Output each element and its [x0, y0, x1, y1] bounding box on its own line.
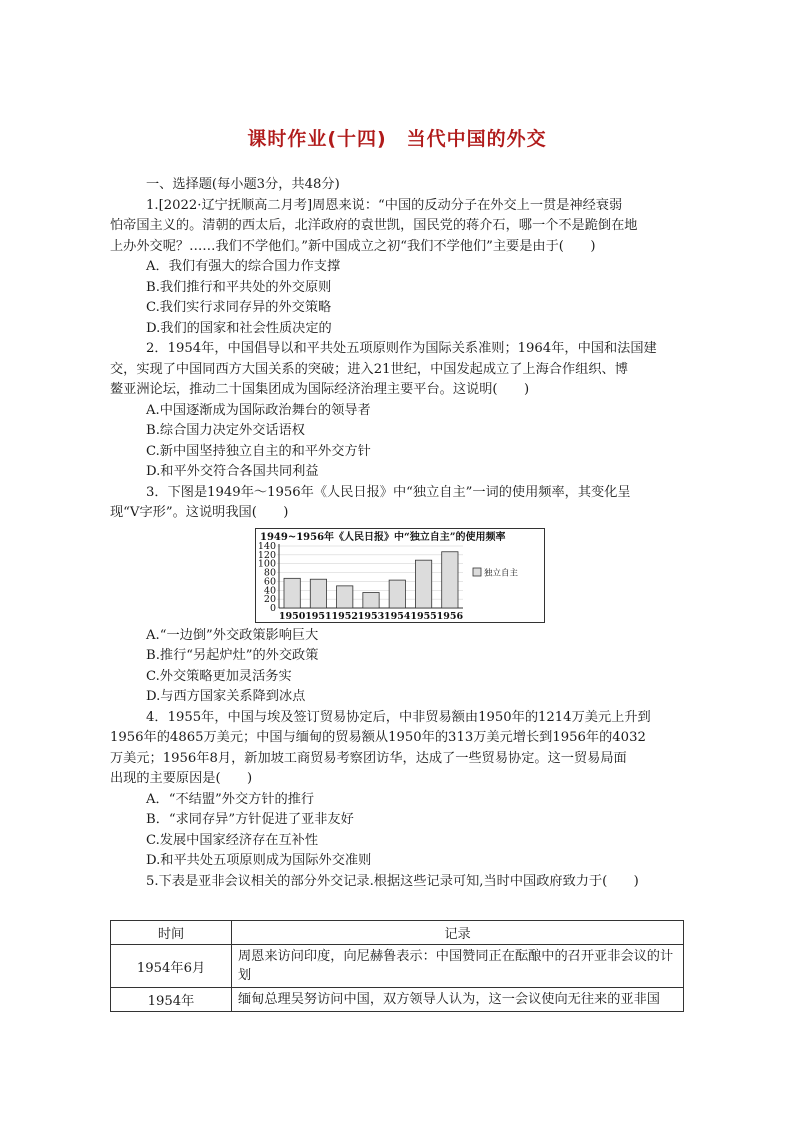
usage-frequency-chart: [255, 528, 545, 623]
y-tick-label: 0: [269, 602, 276, 614]
x-tick-label: 1954: [384, 610, 411, 622]
q3-option-a: A.“一边倒”外交政策影响巨大: [146, 627, 319, 643]
q4-option-c: C.发展中国家经济存在互补性: [146, 832, 319, 848]
table-cell-record: 缅甸总理吴努访问中国，双方领导人认为，这一会议使向无往来的亚非国: [232, 988, 684, 1012]
section-heading: 一、选择题(每小题3分，共48分): [146, 177, 340, 192]
table-header-time: 时间: [111, 921, 232, 945]
q1-option-b: B.我们推行和平共处的外交原则: [146, 279, 332, 295]
bar: [442, 551, 458, 607]
bar: [284, 578, 300, 608]
x-tick-label: 1950: [278, 610, 306, 622]
q3-line: 现“V字形”。这说明我国( ): [110, 505, 289, 520]
chart-container: [110, 528, 684, 623]
q1-line: 上办外交呢？……我们不学他们。”新中国成立之初“我们不学他们”主要是由于( ): [110, 238, 596, 254]
x-tick-label: 1955: [410, 610, 437, 622]
q2-option-d: D.和平外交符合各国共同利益: [146, 464, 319, 479]
q2-line: 2．1954年，中国倡导以和平共处五项原则作为国际关系准则；1964年，中国和法国建: [146, 341, 657, 356]
q4-line: 万美元；1956年8月，新加坡工商贸易考察团访华，达成了一些贸易协定。这一贸易局面: [110, 750, 627, 766]
q4-line: 出现的主要原因是( ): [110, 771, 253, 786]
q4-line: 4．1955年，中国与埃及签订贸易协定后，中非贸易额由1950年的1214万美元上升到: [146, 709, 651, 725]
y-tick-label: 60: [263, 575, 276, 587]
q5-line: 5.下表是亚非会议相关的部分外交记录.根据这些记录可知,当时中国政府致力于( ): [146, 873, 639, 889]
q4-option-a: A．“不结盟”外交方针的推行: [146, 791, 315, 807]
records-table: [110, 920, 684, 1012]
bar: [415, 560, 431, 608]
y-tick-label: 120: [257, 549, 276, 561]
q3-line: 3．下图是1949年～1956年《人民日报》中“独立自主”一词的使用频率，其变化呈: [146, 484, 631, 500]
q1-line: 1.[2022·辽宁抚顺高二月考]周恩来说：“中国的反动分子在外交上一贯是神经衰弱: [146, 197, 623, 213]
q4-option-d: D.和平共处五项原则成为国际外交准则: [146, 853, 372, 868]
q2-line: 交，实现了中国同西方大国关系的突破；进入21世纪，中国发起成立了上海合作组织、博: [110, 361, 628, 377]
x-tick-label: 1956: [436, 610, 464, 622]
bar: [310, 579, 326, 608]
q1-option-a: A．我们有强大的综合国力作支撑: [146, 259, 341, 274]
table-row: [111, 988, 684, 1012]
y-tick-label: 100: [257, 558, 276, 570]
x-tick-label: 1952: [331, 610, 358, 622]
table-cell-record: 周恩来访问印度，向尼赫鲁表示：中国赞同正在酝酿中的召开亚非会议的计划: [232, 945, 684, 988]
q1-option-c: C.我们实行求同存异的外交策略: [146, 300, 332, 315]
y-tick-label: 40: [263, 584, 276, 596]
q1-line: 怕帝国主义的。清朝的西太后，北洋政府的袁世凯，国民党的蒋介石，哪一个不是跪倒在地: [110, 218, 638, 233]
x-tick-label: 1953: [357, 610, 385, 622]
chart-title: 1949~1956年《人民日报》中“独立自主”的使用频率: [260, 531, 506, 543]
bar: [363, 592, 379, 608]
q2-option-b: B.综合国力决定外交话语权: [146, 423, 305, 438]
x-tick-label: 1951: [305, 610, 332, 622]
table-cell-time: 1954年: [111, 988, 232, 1012]
q3-option-d: D.与西方国家关系降到冰点: [146, 689, 306, 704]
q4-option-b: B．“求同存异”方针促进了亚非友好: [146, 812, 354, 827]
bar: [337, 585, 353, 607]
bar: [389, 580, 405, 608]
legend-swatch: [473, 568, 481, 576]
q2-option-a: A.中国逐渐成为国际政治舞台的领导者: [146, 402, 371, 418]
q2-line: 鳌亚洲论坛，推动二十国集团成为国际经济治理主要平台。这说明( ): [110, 382, 530, 397]
page-title: 课时作业(十四) 当代中国的外交: [247, 128, 547, 150]
table-header-row: [111, 921, 684, 945]
table-header-record: 记录: [232, 921, 684, 945]
q3-option-c: C.外交策略更加灵活务实: [146, 668, 292, 684]
y-tick-label: 20: [263, 593, 276, 605]
y-tick-label: 80: [263, 567, 276, 579]
question-content: [110, 175, 684, 892]
y-tick-label: 140: [257, 540, 276, 552]
q1-option-d: D.我们的国家和社会性质决定的: [146, 320, 332, 336]
table-cell-time: 1954年6月: [111, 945, 232, 988]
legend-label: 独立自主: [484, 568, 519, 578]
table-row: [111, 945, 684, 988]
q3-option-b: B.推行“另起炉灶”的外交政策: [146, 648, 319, 663]
q4-line: 1956年的4865万美元；中国与缅甸的贸易额从1950年的313万美元增长到1956年的4032: [110, 730, 646, 745]
q2-option-c: C.新中国坚持独立自主的和平外交方针: [146, 443, 371, 459]
